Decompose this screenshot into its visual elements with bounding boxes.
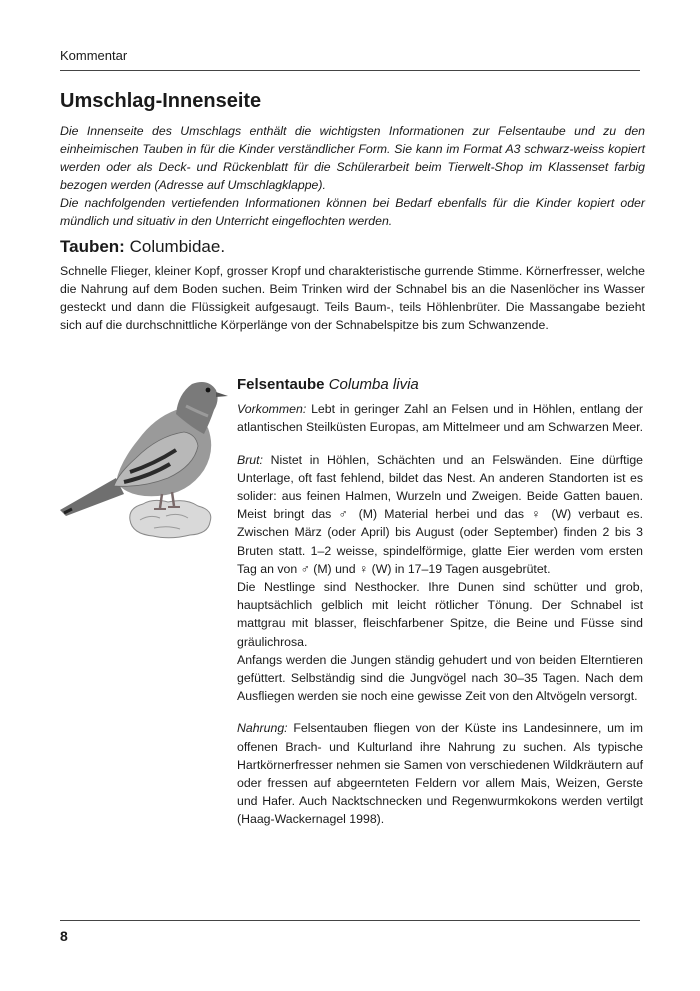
species-common-name: Felsentaube bbox=[237, 376, 325, 393]
family-label: Tauben: bbox=[60, 237, 125, 256]
vorkommen-label: Vorkommen: bbox=[237, 402, 307, 417]
brut-label: Brut: bbox=[237, 452, 263, 467]
species-latin-name: Columba livia bbox=[328, 376, 419, 393]
brut-text: Nistet in Höhlen, Schächten und an Felswänden. Eine dürftige Unterlage, oft fast fehlend, bildet das Nest. An anderen Standorten ist es solider: aus feinen Halmen, Wurzeln und Zweigen. Beide Gatten bauen. Meist bringt das ♂ (M) Material herbei und das ♀ (W) verbaut es. Zwischen März (oder April) bis August (oder September) finden 2 bis 3 Bruten statt. 1–2 weisse, spindelförmige, glatte Eier werden vom ersten Tag an von ♂ (M) und ♀ (W) in 17–19 Tagen ausgebrütet. bbox=[237, 452, 644, 576]
young-paragraph: Anfangs werden die Jungen ständig gehudert und von beiden Elterntieren gefüttert. Selbständig sind die Jungvögel nach 30–35 Tagen. Nach dem Ausfliegen werden sie noch eine gewisse Zeit von den Altvögeln versorgt. bbox=[237, 652, 643, 704]
brut-paragraph bbox=[237, 451, 643, 578]
intro-block bbox=[60, 122, 645, 230]
rock-dove-illustration bbox=[58, 370, 238, 545]
running-header: Kommentar bbox=[60, 48, 128, 63]
nahrung-text: Felsentauben fliegen von der Küste ins Landesinnere, um im offenen Brach- und Kulturland ihre Nahrung zu suchen. Als typische Hartkörnerfresser nehmen sie Samen von verschiedenen Wildkräutern auf oder fressen auf abgeernteten Feldern vor allem Mais, Weizen, Gerste und Hafer. Auch Nacktschnecken und Regenwurmkokons werden vertilgt (Haag-Wackernagel 1998). bbox=[237, 721, 643, 827]
nahrung-paragraph bbox=[237, 719, 643, 828]
intro-paragraph-2: Die nachfolgenden vertiefenden Informationen können bei Bedarf ebenfalls für die Kinder kopiert oder mündlich und situativ in den Unterricht eingeflochten werden. bbox=[60, 196, 645, 228]
vorkommen-paragraph bbox=[237, 400, 643, 436]
family-description: Schnelle Flieger, kleiner Kopf, grosser Kropf und charakteristische gurrende Stimme. Körnerfresser, welche die Nahrung auf dem Boden suchen. Beim Trinken wird der Schnabel bis an die Nasenlöcher ins Wasser gesteckt und dann die Flüssigkeit aufgesaugt. Teils Baum-, teils Höhlenbrüter. Die Massangabe bezieht sich auf die durchschnittliche Körperlänge von der Schnabelspitze bis zum Schwanzende. bbox=[60, 264, 645, 332]
family-heading bbox=[60, 237, 225, 257]
species-title bbox=[237, 376, 643, 394]
page-title: Umschlag-Innenseite bbox=[60, 90, 262, 112]
nestling-paragraph: Die Nestlinge sind Nesthocker. Ihre Dunen sind schütter und grob, hauptsächlich gelblich mit leicht rötlicher Tönung. Der Schnabel ist mattgrau mit blasser, fleischfarbener Spitze, die Beine und Füsse sind gräulichrosa. bbox=[237, 580, 643, 649]
nahrung-label: Nahrung: bbox=[237, 721, 288, 736]
page-number: 8 bbox=[60, 928, 68, 944]
vorkommen-text: Lebt in geringer Zahl an Felsen und in Höhlen, entlang der atlantischen Steilküsten Europas, am Mittelmeer und am Schwarzen Meer. bbox=[237, 402, 643, 435]
species-section bbox=[237, 376, 643, 829]
header-rule bbox=[60, 70, 640, 71]
family-name: Columbidae. bbox=[129, 237, 226, 256]
footer-rule bbox=[60, 920, 640, 921]
intro-paragraph-1: Die Innenseite des Umschlags enthält die wichtigsten Informationen zur Felsentaube und zu den einheimischen Tauben in für die Kinder verständlicher Form. Sie kann im Format A3 schwarz-weiss kopiert werden oder als Deck- und Rückenblatt für die Schülerarbeit beim Tierwelt-Shop im Klassenset farbig bezogen werden (Adresse auf Umschlagklappe). bbox=[60, 124, 645, 192]
